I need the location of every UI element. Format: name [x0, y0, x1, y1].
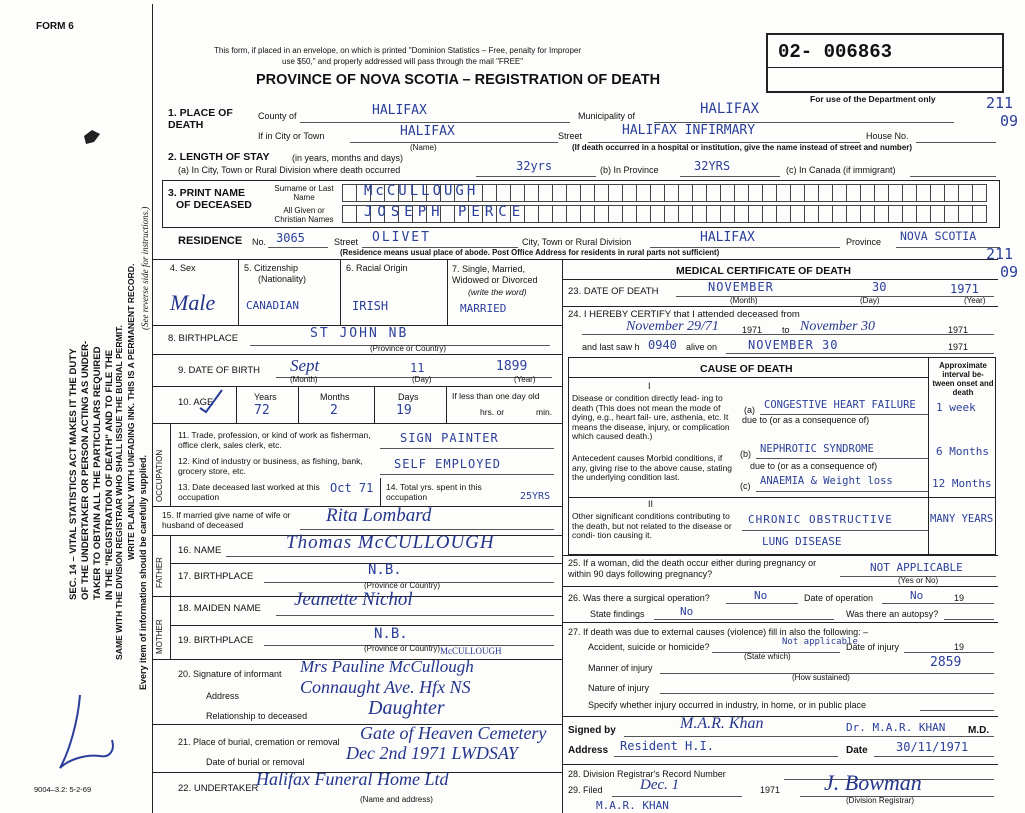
pregnancy-answer: NOT APPLICABLE	[870, 561, 963, 574]
signed-by-label: Signed by	[568, 725, 616, 736]
department-code-1: 211	[986, 94, 1014, 112]
letter-box	[720, 206, 734, 222]
vital-statistics-notice-4: IN THE "REGISTRATION OF DEATH" AND TO FILE THE	[104, 349, 115, 600]
dob-month-value: Sept	[290, 356, 320, 375]
residence-street-label: Street	[334, 237, 359, 247]
spouse-value: Rita Lombard	[326, 505, 432, 526]
letter-box	[566, 206, 580, 222]
registration-number: 02- 006863	[778, 41, 893, 63]
letter-box	[748, 185, 762, 201]
binding-hole-mark	[82, 128, 102, 148]
vital-statistics-notice-7: Every item of information should be carefully supplied.	[138, 454, 148, 690]
cause-b-interval: 6 Months	[936, 445, 989, 458]
physician-address-value: Resident H.I.	[620, 739, 714, 753]
street-value: HALIFAX INFIRMARY	[622, 123, 756, 138]
informant-label: 20. Signature of informant	[178, 669, 282, 679]
burial-place-value: Gate of Heaven Cemetery	[360, 723, 547, 743]
last-saw-time: 0940	[648, 338, 677, 352]
letter-box	[902, 206, 916, 222]
other-conditions-label: Other significant conditions contributing to the death, but not related to the disease or condi- tion causing it.	[572, 511, 732, 541]
residence-note: (Residence means usual place of abode. Post Office Address for residents in rural parts not sufficient)	[340, 248, 720, 257]
injury-date-label: Date of injury	[846, 642, 900, 652]
death-day-hint: (Day)	[860, 296, 880, 305]
state-findings-label: State findings	[590, 609, 645, 619]
informant-address-value: Connaught Ave. Hfx NS	[300, 677, 471, 697]
father-name-label: 16. NAME	[178, 545, 222, 556]
dob-year-value: 1899	[496, 359, 528, 374]
letter-box	[650, 185, 664, 201]
cause-c-interval: 12 Months	[932, 477, 992, 490]
nature-of-injury-label: Nature of injury	[588, 683, 650, 693]
surname-value: McCULLOUGH	[364, 183, 479, 199]
letter-box	[664, 185, 678, 201]
relationship-label: Relationship to deceased	[206, 711, 308, 721]
age-min-label: min.	[536, 407, 553, 417]
letter-box	[874, 185, 888, 201]
letter-box	[790, 206, 804, 222]
mailing-notice-2: use $50," and properly addressed will pass through the mail "FREE"	[282, 57, 524, 66]
injury-code: 2859	[930, 655, 962, 670]
letter-box	[496, 185, 510, 201]
letter-box	[944, 185, 958, 201]
department-use-note: For use of the Department only	[810, 94, 936, 104]
total-years-value: 25YRS	[520, 491, 551, 502]
vital-statistics-notice-6: WRITE PLAINLY WITH UNFADING INK. THIS IS A PERMANENT RECORD.	[126, 263, 136, 560]
dob-day-value: 11	[410, 361, 425, 375]
father-birthplace-hint: (Province or Country)	[364, 581, 441, 590]
letter-box	[678, 206, 692, 222]
residence-label: RESIDENCE	[178, 235, 243, 247]
industry-value: SELF EMPLOYED	[394, 457, 501, 471]
municipality-value: HALIFAX	[700, 101, 760, 117]
operation-date-value: No	[910, 589, 924, 602]
other-condition-1: CHRONIC OBSTRUCTIVE	[748, 513, 893, 526]
undertaker-value: Halifax Funeral Home Ltd	[256, 769, 449, 789]
occupation-side-label: OCCUPATION	[155, 449, 164, 502]
birthplace-label: 8. BIRTHPLACE	[168, 333, 239, 344]
registrar-record-label: 28. Division Registrar's Record Number	[568, 769, 726, 779]
residence-code-1: 211	[986, 245, 1014, 263]
letter-box	[342, 206, 356, 222]
letter-box	[958, 185, 972, 201]
part-one-label: I	[648, 381, 651, 391]
letter-box	[888, 185, 902, 201]
margin-pen-mark	[40, 690, 120, 780]
letter-box	[608, 206, 622, 222]
letter-box	[524, 185, 538, 201]
death-month-hint: (Month)	[730, 296, 758, 305]
letter-box	[818, 185, 832, 201]
city-value: HALIFAX	[400, 124, 455, 139]
given-names-label: All Given or Christian Names	[274, 206, 334, 224]
mother-side-label: MOTHER	[155, 619, 164, 654]
letter-box	[706, 206, 720, 222]
letter-box	[650, 206, 664, 222]
letter-box	[790, 185, 804, 201]
city-name-hint: (Name)	[410, 143, 437, 152]
place-of-death-label: 1. PLACE OF DEATH	[168, 107, 233, 131]
surgical-operation-value: No	[754, 589, 768, 602]
attended-to-value: November 30	[800, 319, 876, 334]
citizenship-value: CANADIAN	[246, 299, 299, 312]
letter-box	[860, 206, 874, 222]
injury-year: 19	[954, 642, 965, 652]
accident-label: Accident, suicide or homicide?	[588, 642, 710, 652]
cause-a-prefix: (a)	[744, 405, 755, 415]
informant-address-label: Address	[206, 691, 240, 701]
stay-city-value: 32yrs	[516, 159, 553, 173]
letter-box	[832, 185, 846, 201]
letter-box	[342, 185, 356, 201]
letter-box	[860, 185, 874, 201]
sex-label: 4. Sex	[170, 263, 196, 273]
md-label: M.D.	[968, 725, 990, 736]
interval-heading: Approximate interval be- tween onset and death	[932, 361, 994, 397]
letter-box	[916, 185, 930, 201]
letter-box	[846, 185, 860, 201]
print-name-label-1: 3. PRINT NAME	[168, 187, 246, 199]
letter-box	[762, 206, 776, 222]
cause-c-value: ANAEMIA & Weight loss	[760, 475, 893, 487]
residence-province-label: Province	[846, 237, 882, 247]
length-of-stay-hint: (in years, months and days)	[292, 153, 404, 163]
mother-maiden-label: 18. MAIDEN NAME	[178, 603, 261, 614]
date-of-death-year: 1971	[950, 282, 979, 296]
father-birthplace-label: 17. BIRTHPLACE	[178, 571, 254, 582]
filed-year: 1971	[760, 785, 781, 795]
other-interval: MANY YEARS	[930, 513, 994, 525]
registrar-hint: (Division Registrar)	[846, 796, 915, 805]
letter-box	[482, 185, 496, 201]
trade-label: 11. Trade, profession, or kind of work as fisherman, office clerk, sales clerk, etc.	[178, 430, 371, 450]
mother-birthplace-value: N.B.	[374, 626, 408, 642]
house-number-label: House No.	[866, 131, 909, 141]
racial-origin-label: 6. Racial Origin	[346, 263, 408, 273]
letter-box	[692, 185, 706, 201]
date-of-death-month: NOVEMBER	[708, 280, 774, 294]
total-years-label: 14. Total yrs. spent in this occupation	[386, 482, 482, 502]
vital-statistics-notice-2: OF THE UNDERTAKER OR PERSON ACTING AS UNDER-	[80, 340, 91, 600]
form-number: FORM 6	[36, 21, 74, 32]
letter-box	[832, 206, 846, 222]
manner-of-injury-label: Manner of injury	[588, 663, 653, 673]
county-value: HALIFAX	[372, 103, 427, 118]
accident-value: Not applicable	[782, 637, 858, 647]
letter-box	[566, 185, 580, 201]
county-label: County of	[258, 111, 297, 121]
letter-box	[930, 185, 944, 201]
racial-origin-value: IRISH	[352, 299, 389, 313]
age-months-label: Months	[320, 392, 350, 402]
letter-box	[622, 185, 636, 201]
residence-street-value: OLIVET	[372, 230, 431, 245]
burial-place-label: 21. Place of burial, cremation or removal	[178, 737, 340, 747]
letter-box	[734, 206, 748, 222]
mother-birthplace-label: 19. BIRTHPLACE	[178, 635, 254, 646]
letter-box	[524, 206, 538, 222]
father-side-label: FATHER	[155, 557, 164, 588]
letter-box	[818, 206, 832, 222]
age-years-value: 72	[254, 403, 270, 418]
reverse-side-hint: (See reverse side for instructions.)	[140, 206, 150, 330]
marital-status-value: MARRIED	[460, 302, 507, 315]
residence-number-label: No.	[252, 237, 267, 247]
letter-box	[776, 206, 790, 222]
stay-canada-label: (c) In Canada (if immigrant)	[786, 165, 896, 175]
industry-label: 12. Kind of industry or business, as fishing, bank, grocery store, etc.	[178, 456, 363, 476]
letter-box	[580, 206, 594, 222]
age-checkmark	[196, 386, 226, 416]
letter-box	[902, 185, 916, 201]
physician-address-label: Address	[568, 745, 609, 756]
footer-physician-name: M.A.R. KHAN	[596, 799, 669, 812]
informant-value: Mrs Pauline McCullough	[300, 657, 474, 676]
cause-c-prefix: (c)	[740, 481, 751, 491]
letter-box	[594, 206, 608, 222]
cause-b-value: NEPHROTIC SYNDROME	[760, 443, 874, 455]
attended-to-label: to	[782, 325, 790, 335]
municipality-label: Municipality of	[578, 111, 636, 121]
certify-label: 24. I HEREBY CERTIFY that I attended deceased from	[568, 309, 800, 320]
trade-value: SIGN PAINTER	[400, 431, 499, 445]
spouse-label: 15. If married give name of wife or husband of deceased	[162, 510, 291, 530]
last-saw-label: and last saw h	[582, 342, 640, 352]
letter-box	[958, 206, 972, 222]
length-of-stay-label: 2. LENGTH OF STAY	[168, 151, 270, 163]
father-name-value: Thomas McCULLOUGH	[286, 532, 495, 553]
alive-on-value: NOVEMBER 30	[748, 338, 839, 352]
cause-heading: CAUSE OF DEATH	[700, 363, 793, 375]
department-code-2: 09	[1000, 112, 1019, 130]
letter-box	[692, 206, 706, 222]
letter-box	[636, 185, 650, 201]
form-title: PROVINCE OF NOVA SCOTIA – REGISTRATION OF DEATH	[256, 72, 661, 88]
alive-on-label: alive on	[686, 342, 718, 352]
date-of-birth-label: 9. DATE OF BIRTH	[178, 365, 260, 376]
vital-statistics-notice-3: TAKER TO OBTAIN ALL THE PARTICULARS REQUIRED	[92, 346, 103, 600]
alive-on-year: 1971	[948, 342, 969, 352]
filed-label: 29. Filed	[568, 785, 603, 795]
letter-box	[594, 185, 608, 201]
cause-b-prefix: (b)	[740, 449, 751, 459]
age-days-value: 19	[396, 403, 412, 418]
letter-box	[804, 206, 818, 222]
direct-cause-label: Disease or condition directly lead- ing to death (This does not mean the mode of dying, e.g., heart fail- ure, asthenia, etc. It means the disease, injury, or complication which caused death.)	[572, 393, 730, 442]
letter-box	[944, 206, 958, 222]
signature-date-label: Date	[846, 745, 868, 756]
letter-box	[538, 206, 552, 222]
other-condition-2: LUNG DISEASE	[762, 535, 842, 548]
age-months-value: 2	[330, 403, 338, 418]
stay-city-label: (a) In City, Town or Rural Division where death occurred	[178, 165, 401, 175]
citizenship-hint: (Nationality)	[258, 274, 307, 284]
age-years-label: Years	[254, 392, 277, 402]
informant-extra: McCULLOUGH	[440, 646, 502, 656]
operation-date-label: Date of operation	[804, 593, 874, 603]
given-names-value: JOSEPH PERCE	[364, 204, 526, 220]
cause-a-value: CONGESTIVE HEART FAILURE	[764, 399, 916, 411]
stay-province-label: (b) In Province	[600, 165, 659, 175]
letter-box	[664, 206, 678, 222]
letter-box	[636, 206, 650, 222]
pregnancy-hint: (Yes or No)	[898, 576, 939, 585]
date-of-death-label: 23. DATE OF DEATH	[568, 286, 659, 297]
letter-box	[874, 206, 888, 222]
attended-to-year: 1971	[948, 325, 969, 335]
letter-box	[916, 206, 930, 222]
dob-month-hint: (Month)	[290, 375, 318, 384]
residence-city-label: City, Town or Rural Division	[522, 237, 632, 247]
pregnancy-question: 25. If a woman, did the death occur either during pregnancy or within 90 days following pregnancy?	[568, 558, 817, 579]
city-label: If in City or Town	[258, 131, 325, 141]
hospital-note: (If death occurred in a hospital or institution, give the name instead of street and number)	[572, 143, 913, 152]
cause-b-due-to: due to (or as a consequence of)	[750, 461, 878, 471]
undertaker-label: 22. UNDERTAKER	[178, 783, 259, 794]
dob-year-hint: (Year)	[514, 375, 536, 384]
mailing-notice-1: This form, if placed in an envelope, on which is printed "Dominion Statistics – Free, penalty for Improper	[214, 46, 582, 55]
letter-box	[678, 185, 692, 201]
death-year-hint: (Year)	[964, 296, 986, 305]
registrar-signature: J. Bowman	[824, 770, 922, 795]
attended-from-year: 1971	[742, 325, 763, 335]
mother-maiden-value: Jeanette Nichol	[294, 589, 413, 610]
age-less-than-day-label: If less than one day old	[452, 391, 540, 401]
burial-date-label: Date of burial or removal	[206, 757, 305, 767]
birthplace-hint: (Province or Country)	[370, 344, 447, 353]
attended-from-value: November 29/71	[626, 319, 719, 334]
physician-signature: M.A.R. Khan	[680, 715, 764, 732]
vital-statistics-notice-5: SAME WITH THE DIVISION REGISTRAR WHO SHALL ISSUE THE BURIAL PERMIT.	[114, 325, 124, 660]
residence-number-value: 3065	[276, 231, 305, 245]
letter-box	[804, 185, 818, 201]
age-label: 10. AGE	[178, 397, 214, 408]
father-birthplace-value: N.B.	[368, 562, 402, 578]
signature-date-value: 30/11/1971	[896, 740, 969, 754]
letter-box	[552, 206, 566, 222]
dob-day-hint: (Day)	[412, 375, 432, 384]
undertaker-hint: (Name and address)	[360, 795, 433, 804]
residence-city-value: HALIFAX	[700, 230, 755, 245]
letter-box	[846, 206, 860, 222]
birthplace-value: ST JOHN NB	[310, 326, 409, 341]
accident-hint: (State which)	[744, 652, 791, 661]
letter-box	[608, 185, 622, 201]
sex-value: Male	[170, 290, 216, 315]
external-causes-label: 27. If death was due to external causes (violence) fill in also the following: –	[568, 627, 869, 637]
letter-box	[972, 185, 986, 201]
burial-date-value: Dec 2nd 1971 LWDSAY	[346, 743, 518, 763]
letter-box	[538, 185, 552, 201]
letter-box	[748, 206, 762, 222]
letter-box	[762, 185, 776, 201]
residence-province-value: NOVA SCOTIA	[900, 229, 977, 243]
letter-box	[972, 206, 986, 222]
print-name-label-2: OF DECEASED	[176, 199, 252, 211]
stay-province-value: 32YRS	[694, 159, 731, 173]
date-of-death-day: 30	[872, 280, 887, 294]
vital-statistics-notice-1: SEC. 14 – VITAL STATISTICS ACT MAKES IT THE DUTY	[68, 348, 79, 600]
state-findings-value: No	[680, 605, 694, 618]
filed-value: Dec. 1	[640, 777, 680, 793]
part-two-label: II	[648, 499, 654, 509]
mother-birthplace-hint: (Province or Country)	[364, 644, 441, 653]
residence-code-2: 09	[1000, 263, 1019, 281]
letter-box	[706, 185, 720, 201]
letter-box	[720, 185, 734, 201]
antecedent-label: Antecedent causes Morbid conditions, if any, giving rise to the above cause, stating the underlying condition last.	[572, 453, 733, 483]
letter-box	[510, 185, 524, 201]
surname-label: Surname or Last Name	[274, 184, 334, 202]
surgical-operation-label: 26. Was there a surgical operation?	[568, 593, 710, 603]
cause-a-due-to: due to (or as a consequence of)	[742, 415, 870, 425]
relationship-value: Daughter	[368, 697, 445, 719]
letter-box	[930, 206, 944, 222]
last-worked-value: Oct 71	[330, 481, 374, 495]
medical-certificate-heading: MEDICAL CERTIFICATE OF DEATH	[676, 265, 851, 277]
letter-box	[776, 185, 790, 201]
print-code: 9004–3.2: 5-2-69	[34, 785, 92, 794]
letter-box	[580, 185, 594, 201]
letter-box	[622, 206, 636, 222]
age-days-label: Days	[398, 392, 419, 402]
letter-box	[888, 206, 902, 222]
cause-a-interval: 1 week	[936, 401, 976, 414]
specify-location-label: Specify whether injury occurred in industry, in home, or in public place	[588, 700, 866, 710]
autopsy-label: Was there an autopsy?	[846, 609, 939, 619]
physician-printed-name: Dr. M.A.R. KHAN	[846, 721, 946, 734]
operation-year: 19	[954, 593, 965, 603]
street-label: Street	[558, 131, 583, 141]
citizenship-label: 5. Citizenship	[244, 263, 299, 273]
marital-status-hint: (write the word)	[468, 287, 527, 297]
marital-status-label: 7. Single, Married, Widowed or Divorced	[452, 264, 538, 285]
last-worked-label: 13. Date deceased last worked at this occupation	[178, 482, 320, 502]
how-sustained-hint: (How sustained)	[792, 673, 850, 682]
age-hrs-label: hrs. or	[480, 407, 505, 417]
letter-box	[734, 185, 748, 201]
letter-box	[552, 185, 566, 201]
